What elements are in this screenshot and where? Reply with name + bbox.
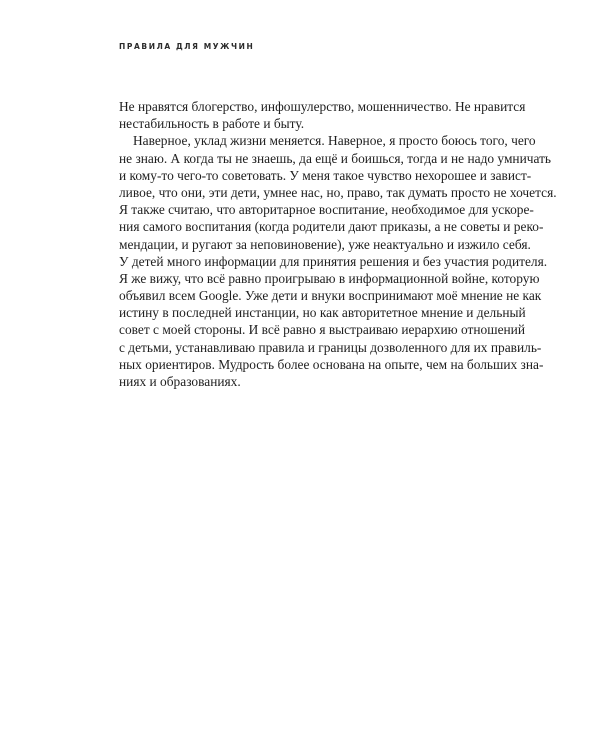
- text-line: истину в последней инстанции, но как авторитетное мнение и дельный: [119, 305, 526, 321]
- text-line: Не нравятся блогерство, инфошулерство, мошенничество. Не нравится: [119, 99, 526, 114]
- text-line: ливое, что они, эти дети, умнее нас, но, право, так думать просто не хочется.: [119, 184, 557, 200]
- text-line: объявил всем Google. Уже дети и внуки воспринимают моё мнение не как: [119, 288, 542, 304]
- text-line: мендации, и ругают за неповиновение), уже неактуально и изжило себя.: [119, 236, 531, 252]
- text-line: и кому-то чего-то советовать. У меня такое чувство нехорошее и завист-: [119, 167, 532, 183]
- text-line: ниях и образованиях.: [119, 374, 241, 389]
- text-line: с детьми, устанавливаю правила и границы дозволенного для их правиль-: [119, 339, 542, 355]
- text-line: не знаю. А когда ты не знаешь, да ещё и боишься, тогда и не надо умничать: [119, 150, 552, 166]
- text-line: ния самого воспитания (когда родители дают приказы, а не советы и реко-: [119, 219, 544, 235]
- text-line: У детей много информации для принятия решения и без участия родителя.: [119, 253, 548, 269]
- text-line: нестабильность в работе и быту.: [119, 116, 305, 132]
- text-line: ных ориентиров. Мудрость более основана на опыте, чем на больших зна-: [119, 356, 544, 372]
- running-header: ПРАВИЛА ДЛЯ МУЖЧИН: [119, 42, 255, 51]
- text-line: Я также считаю, что авторитарное воспитание, необходимое для ускоре-: [119, 202, 534, 218]
- text-line: совет с моей стороны. И всё равно я выстраиваю иерархию отношений: [119, 322, 526, 338]
- body-text: [119, 98, 557, 390]
- text-line: Наверное, уклад жизни меняется. Наверное, я просто боюсь того, чего: [133, 133, 536, 149]
- text-line: Я же вижу, что всё равно проигрываю в информационной войне, которую: [119, 270, 540, 286]
